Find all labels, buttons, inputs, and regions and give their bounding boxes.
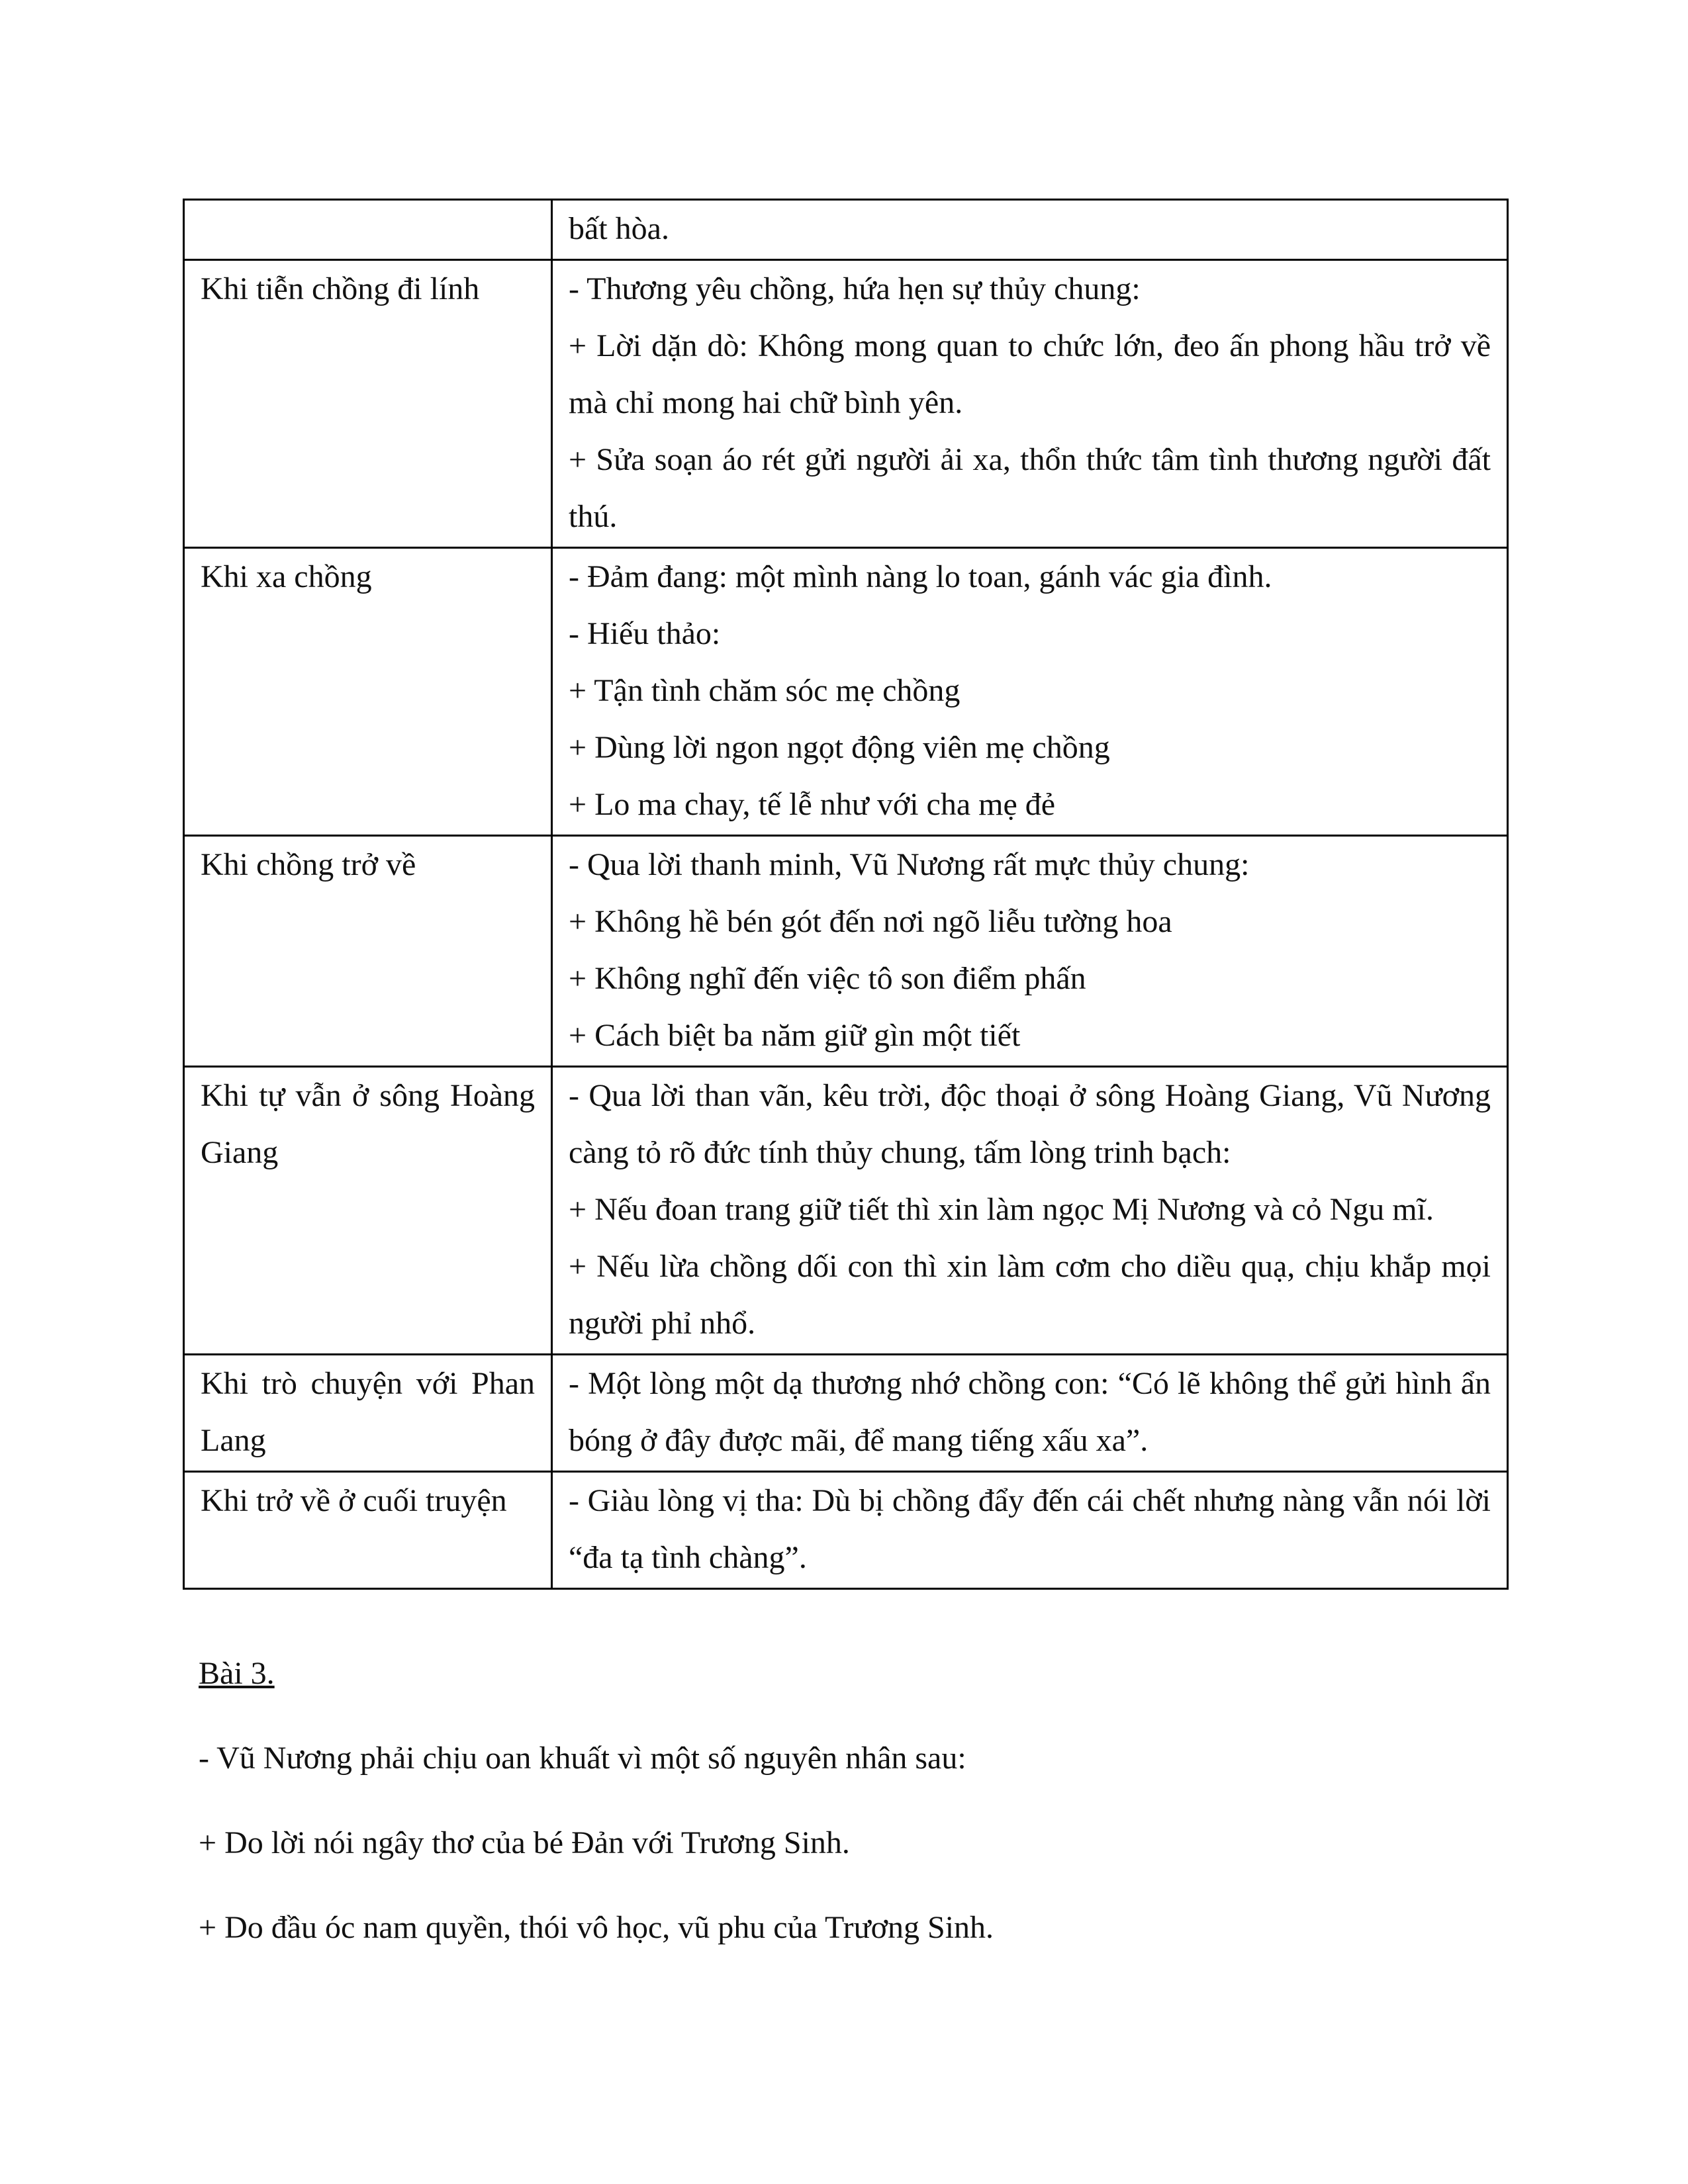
table-row bbox=[184, 836, 1508, 1067]
description-cell bbox=[552, 1472, 1508, 1589]
situation-cell: Khi trở về ở cuối truyện bbox=[184, 1472, 552, 1589]
table-row bbox=[184, 1067, 1508, 1355]
paragraph-line: - Vũ Nương phải chịu oan khuất vì một số nguyên nhân sau: bbox=[199, 1741, 966, 1776]
description-line: + Không nghĩ đến việc tô son điểm phấn bbox=[569, 961, 1086, 996]
description-line: + Tận tình chăm sóc mẹ chồng bbox=[569, 673, 961, 708]
situation-cell: Khi chồng trở về bbox=[184, 836, 552, 1067]
situation-cell: Khi xa chồng bbox=[184, 548, 552, 836]
description-line: + Lời dặn dò: Không mong quan to chức lớn, đeo ấn phong hầu trở về mà chỉ mong hai chữ bình yên. bbox=[569, 328, 1491, 420]
description-cell bbox=[552, 260, 1508, 548]
situation-cell: Khi tự vẫn ở sông Hoàng Giang bbox=[184, 1067, 552, 1355]
description-line: - Giàu lòng vị tha: Dù bị chồng đẩy đến cái chết nhưng nàng vẫn nói lời “đa tạ tình chàng”. bbox=[569, 1483, 1491, 1575]
description-cell bbox=[552, 1067, 1508, 1355]
description-line: + Sửa soạn áo rét gửi người ải xa, thổn thức tâm tình thương người đất thú. bbox=[569, 442, 1491, 534]
description-cell bbox=[552, 200, 1508, 260]
description-line: - Đảm đang: một mình nàng lo toan, gánh vác gia đình. bbox=[569, 559, 1272, 594]
description-line: + Cách biệt ba năm giữ gìn một tiết bbox=[569, 1018, 1021, 1053]
table-row bbox=[184, 1355, 1508, 1472]
description-line: - Hiếu thảo: bbox=[569, 616, 721, 651]
description-line: - Qua lời than vãn, kêu trời, độc thoại ở sông Hoàng Giang, Vũ Nương càng tỏ rõ đức tính thủy chung, tấm lòng trinh bạch: bbox=[569, 1078, 1491, 1170]
description-line: + Lo ma chay, tế lễ như với cha mẹ đẻ bbox=[569, 787, 1056, 822]
description-line: - Một lòng một dạ thương nhớ chồng con: “Có lẽ không thể gửi hình ẩn bóng ở đây được mãi, để mang tiếng xấu xa”. bbox=[569, 1366, 1491, 1458]
description-line: - Qua lời thanh minh, Vũ Nương rất mực thủy chung: bbox=[569, 847, 1250, 882]
situation-cell: Khi trò chuyện với Phan Lang bbox=[184, 1355, 552, 1472]
description-cell bbox=[552, 836, 1508, 1067]
description-line: bất hòa. bbox=[569, 211, 669, 246]
description-line: - Thương yêu chồng, hứa hẹn sự thủy chung: bbox=[569, 271, 1141, 306]
table-row bbox=[184, 260, 1508, 548]
description-line: + Không hề bén gót đến nơi ngõ liễu tường hoa bbox=[569, 904, 1172, 939]
description-line: + Nếu lừa chồng dối con thì xin làm cơm cho diều quạ, chịu khắp mọi người phỉ nhổ. bbox=[569, 1249, 1491, 1341]
description-line: + Dùng lời ngon ngọt động viên mẹ chồng bbox=[569, 730, 1110, 765]
exercise-3-section bbox=[199, 1658, 1507, 1944]
table-row bbox=[184, 1472, 1508, 1589]
table-row bbox=[184, 200, 1508, 260]
table-row bbox=[184, 548, 1508, 836]
situation-cell bbox=[184, 200, 552, 260]
description-cell bbox=[552, 1355, 1508, 1472]
situation-cell: Khi tiễn chồng đi lính bbox=[184, 260, 552, 548]
description-line: + Nếu đoan trang giữ tiết thì xin làm ngọc Mị Nương và cỏ Ngu mĩ. bbox=[569, 1192, 1434, 1227]
exercise-heading: Bài 3. bbox=[199, 1656, 275, 1691]
character-analysis-table bbox=[183, 199, 1509, 1590]
paragraph-line: + Do lời nói ngây thơ của bé Đản với Trương Sinh. bbox=[199, 1825, 850, 1860]
paragraph-line: + Do đầu óc nam quyền, thói vô học, vũ phu của Trương Sinh. bbox=[199, 1910, 994, 1945]
description-cell bbox=[552, 548, 1508, 836]
